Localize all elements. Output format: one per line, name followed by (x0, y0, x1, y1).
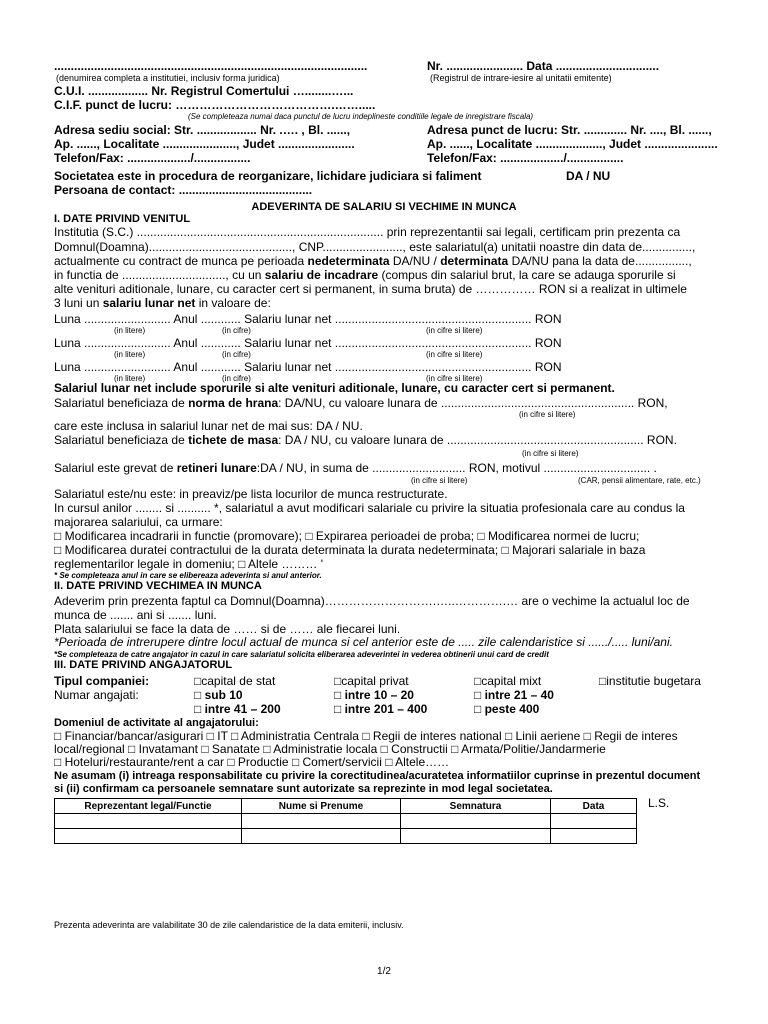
note-in-cifre: (in cifre) (222, 326, 251, 335)
institution-name-field[interactable]: .............................................................................................. (54, 59, 368, 73)
table-cell[interactable] (551, 829, 637, 844)
table-row (55, 814, 637, 829)
deductions-note-reason: (CAR, pensii alimentare, rate, etc.) (578, 476, 701, 485)
table-cell[interactable] (242, 829, 401, 844)
registration-number-date[interactable]: Nr. ....................... Data ............................... (427, 59, 660, 73)
income-line-2: Domnul(Doamna)..........................................., CNP........................, este salariatul(a) unitatii noastre din data de..............., (54, 240, 696, 254)
col-header-date: Data (551, 799, 637, 814)
page-number: 1/2 (377, 966, 391, 977)
net-salary-note: Salariul lunar net include sporurile si alte venituri aditionale, lunare, cu caracter cert si permanent. (54, 381, 615, 395)
company-type-option[interactable]: □capital privat (334, 674, 409, 688)
interruption-note: *Se completeaza de catre angajator in cazul in care salariatul solicita eliberarea adeverintei in vederea obtinerii unui card de credit (54, 650, 549, 659)
income-line-3: actualmente cu contract de munca pe perioada nedeterminata DA/NU / determinata DA/NU pana la data de................, (54, 254, 692, 268)
income-line-4: in functia de ..............................., cu un salariu de incadrare (compus din salariul brut, la care se adauga sporurile si (54, 268, 676, 282)
responsibility-line-2: si (ii) confirmam ca persoanele semnatare sunt autorizate sa reprezinte in mod legal societatea. (54, 783, 553, 795)
meal-tickets-line: Salariatul beneficiaza de tichete de masa: DA / NU, cu valoare lunara de ........................................................... RON. (54, 433, 677, 447)
meal-allowance-note: (in cifre si litere) (519, 410, 576, 419)
income-line-6: 3 luni un salariu lunar net in valoare de: (54, 296, 271, 310)
notice-status-line: Salariatul este/nu este: in preaviz/pe lista locurilor de munca restructurate. (54, 487, 448, 501)
employees-option[interactable]: □ intre 21 – 40 (474, 688, 554, 702)
table-cell[interactable] (242, 814, 401, 829)
phone-right-field[interactable]: Telefon/Fax: .................../................. (427, 151, 624, 165)
company-type-label: Tipul companiei: (54, 674, 150, 688)
payment-date-line: Plata salariului se face la data de …… si de …… ale fiecarei luni. (54, 622, 401, 636)
locality-left-field[interactable]: Ap. ......, Localitate ......................, Judet ....................... (54, 137, 355, 151)
signature-table (54, 798, 637, 844)
note-in-cifre-litere: (in cifre si litere) (426, 374, 483, 383)
reorganization-answer[interactable]: DA / NU (566, 169, 611, 183)
income-line-1: Institutia (S.C.) .......................................................................... prin reprezentantii sai legali, certificam prin prezenta ca (54, 225, 681, 239)
responsibility-line-1: Ne asumam (i) intreaga responsabilitate cu privire la corectitudinea/acuratetea informatiilor cuprinse in prezentul document (54, 770, 701, 782)
contact-person-field[interactable]: Persoana de contact: ........................................ (54, 183, 313, 197)
salary-changes-options-3[interactable]: reglementarilor legale in domeniu; □ Altele ……… ' (54, 557, 323, 571)
salary-changes-line-2: majorarea salariului, ca urmare: (54, 515, 223, 529)
section-3-heading: III. DATE PRIVIND ANGAJATORUL (54, 659, 233, 671)
table-row (55, 829, 637, 844)
salary-changes-note: * Se completeaza anul in care se elibereaza adeverinta si anul anterior. (54, 571, 322, 580)
company-type-option[interactable]: □capital mixt (474, 674, 542, 688)
note-in-cifre: (in cifre) (222, 374, 251, 383)
company-type-option[interactable]: □institutie bugetara (599, 674, 701, 688)
deductions-line: Salariul este grevat de retineri lunare:DA / NU, in suma de ............................ RON, motivul ................................ . (54, 461, 657, 475)
col-header-name: Nume si Prenume (242, 799, 401, 814)
note-in-cifre-litere: (in cifre si litere) (426, 326, 483, 335)
salary-changes-options-2[interactable]: □ Modificarea duratei contractului de la durata determinata la durata nedeterminata; □ Majorari salariale in baza (54, 543, 646, 557)
col-header-representative: Reprezentant legal/Functie (55, 799, 242, 814)
activity-domain-options-3[interactable]: □ Hoteluri/restaurante/rent a car □ Productie □ Comert/servicii □ Altele…… (54, 755, 450, 769)
reorganization-question: Societatea este in procedura de reorganizare, lichidare judiciara si faliment (54, 169, 482, 183)
section-2-heading: II. DATE PRIVIND VECHIMEA IN MUNCA (54, 580, 262, 592)
table-cell[interactable] (401, 829, 551, 844)
note-in-litere: (in litere) (114, 374, 146, 383)
employees-option[interactable]: □ peste 400 (474, 702, 540, 716)
employees-label: Numar angajati: (54, 688, 139, 702)
seniority-line-1: Adeverim prin prezenta faptul ca Domnul(Doamna)……………………….…..………….… are o vechime la actualul loc de (54, 594, 690, 608)
seal-placeholder: L.S. (648, 796, 670, 810)
income-line-5: alte venituri aditionale, lunare, cu caracter cert si permanent, in suma bruta) de …………… RON si a realizat in ultimele (54, 282, 687, 296)
table-cell[interactable] (55, 814, 242, 829)
month-salary-line[interactable]: Luna .......................... Anul ............ Salariu lunar net ........................................................... RON (54, 360, 562, 374)
note-in-cifre-litere: (in cifre si litere) (426, 350, 483, 359)
social-address-field[interactable]: Adresa sediu social: Str. .................. Nr. .…. , Bl. ......, (54, 123, 351, 137)
month-salary-line[interactable]: Luna .......................... Anul ............ Salariu lunar net ........................................................... RON (54, 312, 562, 326)
meal-allowance-line: Salariatul beneficiaza de norma de hrana: DA/NU, cu valoare lunara de .......................................................... RON, (54, 396, 668, 410)
meal-tickets-note: (in cifre si litere) (522, 449, 579, 458)
employees-option[interactable]: □ intre 201 – 400 (334, 702, 428, 716)
locality-right-field[interactable]: Ap. ......, Localitate ...................., Judet ...................... (427, 137, 718, 151)
interruption-line: *Perioada de intrerupere dintre locul actual de munca si cel anterior este de ..... zile calendaristice si ....../..... luni/ani. (54, 635, 673, 649)
salary-changes-options-1[interactable]: □ Modificarea incadrarii in functie (promovare); □ Expirarea perioadei de proba; □ Modificarea normei de lucru; (54, 529, 640, 543)
activity-domain-options-2[interactable]: local/regional □ Invatamant □ Sanatate □ Administratie locala □ Constructii □ Armata/Politie/Jandarmerie (54, 742, 606, 756)
note-in-cifre: (in cifre) (222, 350, 251, 359)
table-cell[interactable] (551, 814, 637, 829)
section-1-heading: I. DATE PRIVIND VENITUL (54, 213, 191, 225)
seniority-line-2: munca de ....... ani si ....... luni. (54, 608, 217, 622)
phone-left-field[interactable]: Telefon/Fax: .................../................. (54, 151, 251, 165)
cui-field[interactable]: C.U.I. .................. Nr. Registrul Comertului …........…... (54, 84, 354, 98)
cif-field[interactable]: C.I.F. punct de lucru: ………………………………….……..... (54, 98, 376, 112)
activity-domain-label: Domeniul de activitate al angajatorului: (54, 717, 259, 729)
month-salary-line[interactable]: Luna .......................... Anul ............ Salariu lunar net ........................................................... RON (54, 336, 562, 350)
meal-included-line: care este inclusa in salariul lunar net de mai sus: DA / NU. (54, 419, 363, 433)
document-title: ADEVERINTA DE SALARIU SI VECHIME IN MUNCA (251, 201, 517, 213)
employees-option[interactable]: □ intre 10 – 20 (334, 688, 414, 702)
registry-note: (Registrul de intrare-iesire al unitatii emitente) (430, 73, 612, 83)
institution-name-note: (denumirea completa a institutiei, inclusiv forma juridica) (56, 73, 280, 83)
validity-note: Prezenta adeverinta are valabilitate 30 de zile calendaristice de la data emiterii, inclusiv. (54, 920, 404, 930)
table-cell[interactable] (55, 829, 242, 844)
employees-option[interactable]: □ intre 41 – 200 (194, 702, 281, 716)
col-header-signature: Semnatura (401, 799, 551, 814)
table-cell[interactable] (401, 814, 551, 829)
note-in-litere: (in litere) (114, 350, 146, 359)
work-address-field[interactable]: Adresa punct de lucru: Str. ............. Nr. ...., Bl. ......, (427, 123, 712, 137)
activity-domain-options-1[interactable]: □ Financiar/bancar/asigurari □ IT □ Administratia Centrala □ Regii de interes national □ Linii aeriene □ Regii de interes (54, 729, 678, 743)
cif-note: (Se completeaza numai daca punctul de lucru indeplineste conditiile legale de inregistrare fiscala) (188, 112, 534, 121)
deductions-note-amount: (in cifre si litere) (411, 476, 468, 485)
note-in-litere: (in litere) (114, 326, 146, 335)
company-type-option[interactable]: □capital de stat (194, 674, 276, 688)
salary-changes-line-1: In cursul anilor ........ si .......... *, salariatul a avut modificari salariale cu privire la situatia profesionala care au condus la (54, 501, 685, 515)
employees-option[interactable]: □ sub 10 (194, 688, 243, 702)
